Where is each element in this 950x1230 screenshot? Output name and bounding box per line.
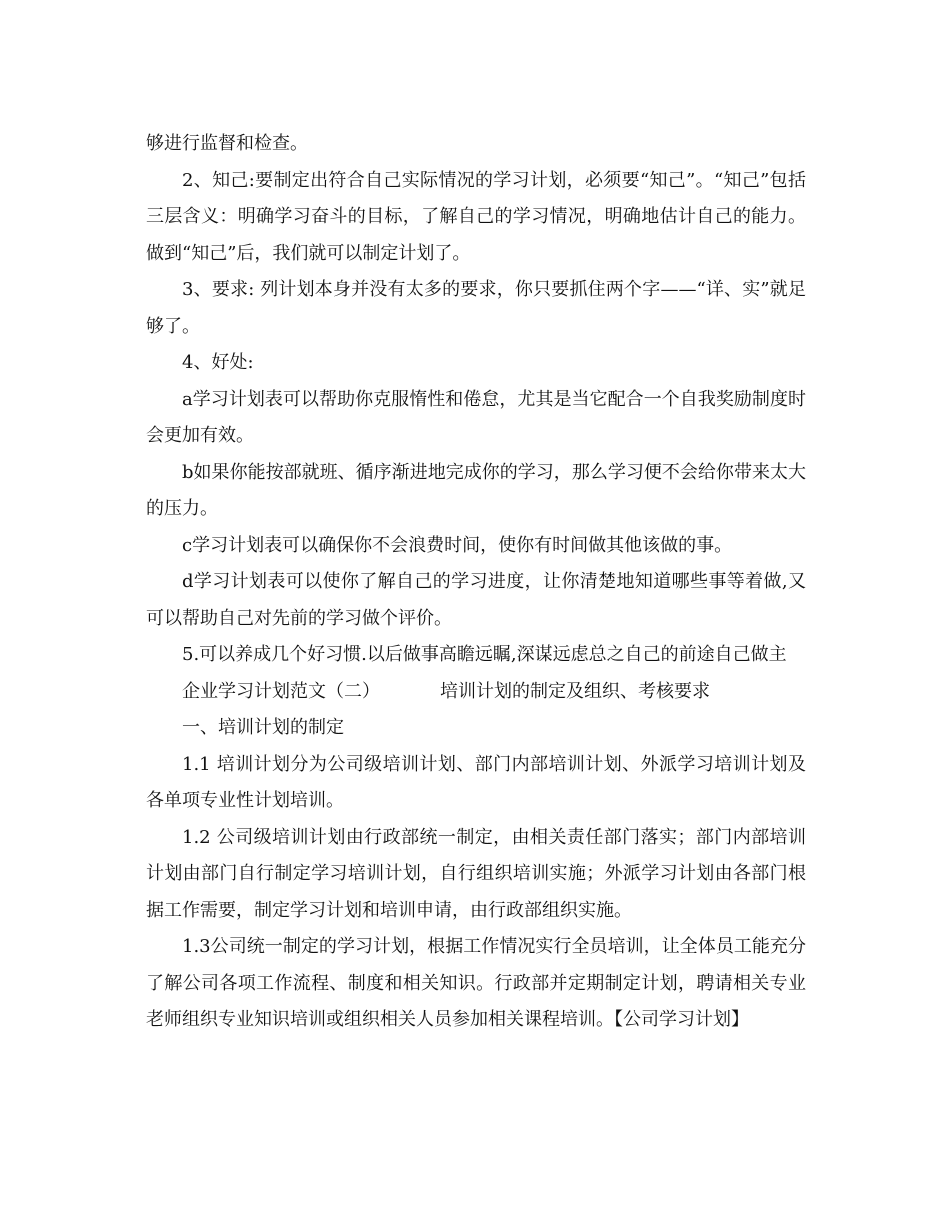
paragraph: 4、好处: <box>182 352 254 373</box>
paragraph: 3、要求: 列计划本身并没有太多的要求，你只要抓住两个字——“详、实”就足够了。 <box>146 279 806 337</box>
paragraph: 1.1 培训计划分为公司级培训计划、部门内部培训计划、外派学习培训计划及各单项专业性计划培训。 <box>146 753 806 811</box>
paragraph: 1.2 公司级培训计划由行政部统一制定，由相关责任部门落实；部门内部培训计划由部门自行制定学习培训计划，自行组织培训实施；外派学习计划由各部门根据工作需要，制定学习计划和培训申请，由行政部组织实施。 <box>146 826 806 921</box>
paragraph: 1.3公司统一制定的学习计划，根据工作情况实行全员培训，让全体员工能充分了解公司各项工作流程、制度和相关知识。行政部并定期制定计划，聘请相关专业老师组织专业知识培训或组织相关人员参加相关课程培训。【公司学习计划】 <box>146 936 806 1030</box>
paragraph: 一、培训计划的制定 <box>182 717 344 738</box>
section-subtitle: 培训计划的制定及组织、考核要求 <box>440 680 710 702</box>
section-title: 企业学习计划范文（二） <box>182 680 380 702</box>
paragraph: 2、知己:要制定出符合自己实际情况的学习计划，必须要“知己”。“知己”包括三层含义：明确学习奋斗的目标，了解自己的学习情况，明确地估计自己的能力。做到“知己”后，我们就可以制定计划了。 <box>146 169 806 264</box>
paragraph: 5.可以养成几个好习惯.以后做事高瞻远瞩,深谋远虑总之自己的前途自己做主 <box>182 644 787 665</box>
document-body <box>146 126 806 1039</box>
paragraph: b如果你能按部就班、循序渐进地完成你的学习，那么学习便不会给你带来太大的压力。 <box>146 461 806 519</box>
paragraph: c学习计划表可以确保你不会浪费时间，使你有时间做其他该做的事。 <box>182 534 733 556</box>
paragraph: d学习计划表可以使你了解自己的学习进度，让你清楚地知道哪些事等着做,又可以帮助自己对先前的学习做个评价。 <box>146 571 806 629</box>
paragraph: 够进行监督和检查。 <box>146 133 308 154</box>
section-heading <box>146 674 806 711</box>
paragraph: a学习计划表可以帮助你克服惰性和倦怠，尤其是当它配合一个自我奖励制度时会更加有效。 <box>146 388 806 446</box>
